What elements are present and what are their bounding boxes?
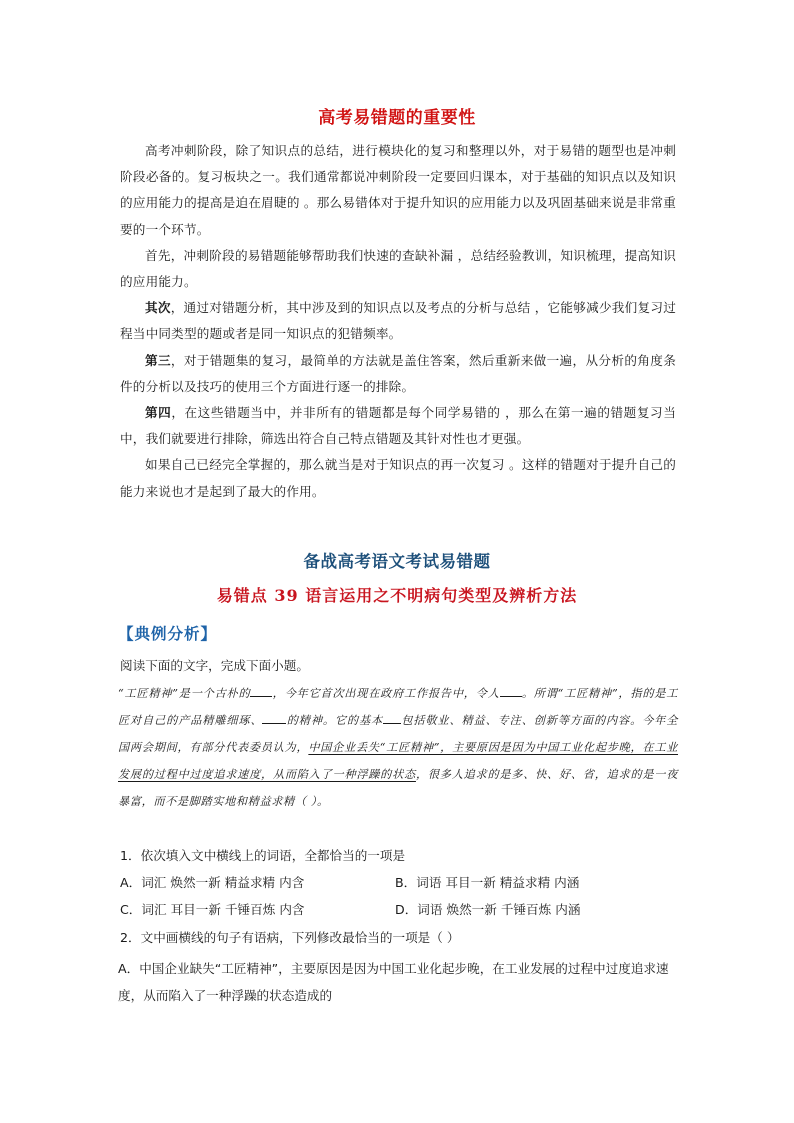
passage-text: ，很多人追求的是多、快、好、省，追求的是一夜暴富，而不是脚踏实地和精益求精（ ）。 bbox=[118, 768, 678, 808]
error-point-title: 易错点 39 语言运用之不明病句类型及辨析方法 bbox=[216, 586, 578, 605]
reading-passage bbox=[118, 680, 678, 815]
underlined-sentence: 中国企业丢失“工匠精神”，主要原因是因为中国工业化起步晚，在工业发展的过程中过度追求速度，从而陷入了一种浮躁的状态 bbox=[118, 741, 679, 781]
paragraph-text: 高考冲刺阶段，除了知识点的总结，进行模块化的复习和整理以外，对于易错的题型也是冲刺阶段必备的。复习板块之一。我们通常都说冲刺阶段一定要回归课本，对于基础的知识点以及知识的应用能力的提高是迫在眉睫的 。那么易错体对于提升知识的应用能力以及巩固基础来说是非常重要的一个环节。 bbox=[120, 143, 676, 237]
paragraph-text: ，在这些错题当中，并非所有的错题都是每个同学易错的 ，那么在第一遍的错题复习当中，我们就要进行排除，筛选出符合自己特点错题及其针对性也才更强。 bbox=[120, 405, 676, 447]
fill-blank-2 bbox=[500, 684, 522, 697]
intro-paragraph bbox=[120, 138, 676, 243]
passage-text: 包括敬业、精益、专注、创新等方面的内容。今年全国两会期间，有部分代表委员认为， bbox=[118, 714, 678, 754]
passage-text: ，今年它首次出现在政府工作报告中，令人 bbox=[272, 687, 500, 700]
intro-body bbox=[120, 138, 676, 505]
passage-text: 的精神。它的基本 bbox=[286, 714, 384, 727]
intro-paragraph bbox=[120, 400, 676, 452]
intro-paragraph bbox=[120, 295, 676, 347]
question-2-option-a: A．中国企业缺失“工匠精神”，主要原因是因为中国工业化起步晚，在工业发展的过程中过度追求速度，从而陷入了一种浮躁的状态造成的 bbox=[118, 961, 669, 1003]
paragraph-text: 首先，冲刺阶段的易错题能够帮助我们快速的查缺补漏 ，总结经验教训，知识梳理，提高知识的应用能力。 bbox=[120, 247, 676, 290]
reading-instruction: 阅读下面的文字，完成下面小题。 bbox=[120, 658, 309, 673]
passage-text: 。所谓“工匠精神”，指的是工匠对自己的产品精雕细琢、 bbox=[118, 687, 679, 727]
question-1-stem: 1．依次填入文中横线上的词语，全都恰当的一项是 bbox=[120, 848, 406, 863]
paragraph-text: 如果自己已经完全掌握的，那么就当是对于知识点的再一次复习 。这样的错题对于提升自己的能力来说也才是起到了最大的作用。 bbox=[120, 457, 676, 499]
question-2-stem: 2．文中画横线的句子有语病，下列修改最恰当的一项是（ ） bbox=[120, 930, 460, 945]
paragraph-lead: 第四 bbox=[145, 405, 172, 421]
paragraph-lead: 第三 bbox=[145, 352, 171, 368]
paragraph-text: ，对于错题集的复习，最简单的方法就是盖住答案，然后重新来做一遍，从分析的角度条件的分析以及技巧的使用三个方面进行逐一的排除。 bbox=[120, 352, 676, 394]
fill-blank-4 bbox=[383, 711, 401, 724]
option-c: C．词汇 耳目一新 千锤百炼 内含 bbox=[120, 902, 305, 917]
fill-blank-3 bbox=[262, 711, 286, 724]
option-b: B．词语 耳目一新 精益求精 内涵 bbox=[395, 875, 580, 890]
passage-text: “工匠精神”是一个古朴的 bbox=[118, 687, 251, 700]
intro-paragraph bbox=[120, 452, 676, 504]
fill-blank-1 bbox=[250, 684, 272, 697]
paragraph-lead: 其次 bbox=[145, 300, 171, 316]
intro-paragraph bbox=[120, 348, 676, 400]
option-d: D．词语 焕然一新 千锤百炼 内涵 bbox=[395, 902, 581, 917]
section-title-importance: 高考易错题的重要性 bbox=[318, 108, 476, 128]
example-analysis-tag: 【典例分析】 bbox=[118, 624, 218, 643]
exam-section-title: 备战高考语文考试易错题 bbox=[303, 552, 491, 571]
option-a: A．词汇 焕然一新 精益求精 内含 bbox=[120, 875, 305, 890]
intro-paragraph bbox=[120, 243, 676, 295]
paragraph-text: ，通过对错题分析，其中涉及到的知识点以及考点的分析与总结 ，它能够减少我们复习过程当中同类型的题或者是同一知识点的犯错频率。 bbox=[120, 300, 676, 342]
